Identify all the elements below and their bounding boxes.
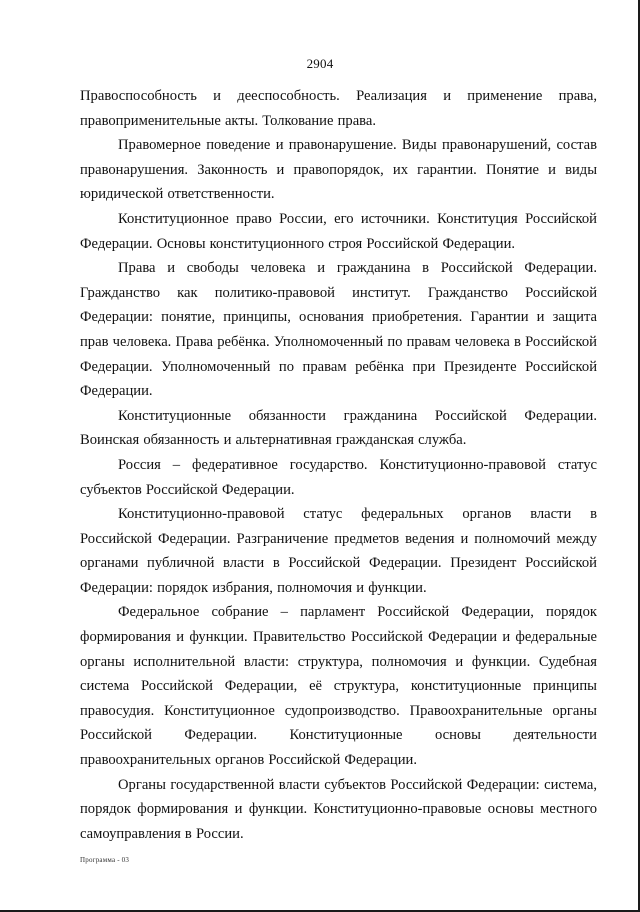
paragraph-regional-bodies: Органы государственной власти субъектов Российской Федерации: система, порядок формирования и функции. Конституционно-правовые основы местного самоуправления в России. bbox=[80, 776, 597, 842]
page-number: 2904 bbox=[306, 56, 334, 71]
paragraph-federal-assembly: Федеральное собрание – парламент Российской Федерации, порядок формирования и функции. Правительство Российской Федерации и федеральные органы исполнительной власти: структура, полномочия и функции. Судебная система Российской Федерации, её структура, конституционные принципы правосудия. Конституционное судопроизводство. Правоохранительные органы Российской Федерации. Конституционные основы деятельности правоохранительных органов Российской Федерации. bbox=[80, 604, 597, 769]
paragraph-legal-capacity: Правоспособность и дееспособность. Реализация и применение права, правоприменительные акты. Толкование права. bbox=[80, 88, 597, 129]
paragraph-federal-bodies: Конституционно-правовой статус федеральных органов власти в Российской Федерации. Разграничение предметов ведения и полномочий между органами публичной власти в Российской Федерации. Президент Российской Федерации: порядок избрания, полномочия и функции. bbox=[80, 506, 597, 596]
paragraph-constitutional-law: Конституционное право России, его источники. Конституция Российской Федерации. Основы конституционного строя Российской Федерации. bbox=[80, 210, 597, 252]
document-body bbox=[80, 84, 597, 846]
paragraph-lawful-behavior: Правомерное поведение и правонарушение. Виды правонарушений, состав правонарушения. Законность и правопорядок, их гарантии. Понятие и виды юридической ответственности. bbox=[80, 137, 597, 203]
paragraph-rights-freedoms: Права и свободы человека и гражданина в Российской Федерации. Гражданство как политико-правовой институт. Гражданство Российской Федерации: понятие, принципы, основания приобретения. Гарантии и защита прав человека. Права ребёнка. Уполномоченный по правам человека в Российской Федерации. Уполномоченный по правам ребёнка при Президенте Российской Федерации. bbox=[80, 260, 597, 400]
paragraph-federative-state: Россия – федеративное государство. Конституционно-правовой статус субъектов Российской Федерации. bbox=[80, 456, 597, 498]
footer-label: Программа - 03 bbox=[80, 856, 130, 864]
paragraph-citizen-duties: Конституционные обязанности гражданина Российской Федерации. Воинская обязанность и альтернативная гражданская служба. bbox=[80, 407, 597, 449]
